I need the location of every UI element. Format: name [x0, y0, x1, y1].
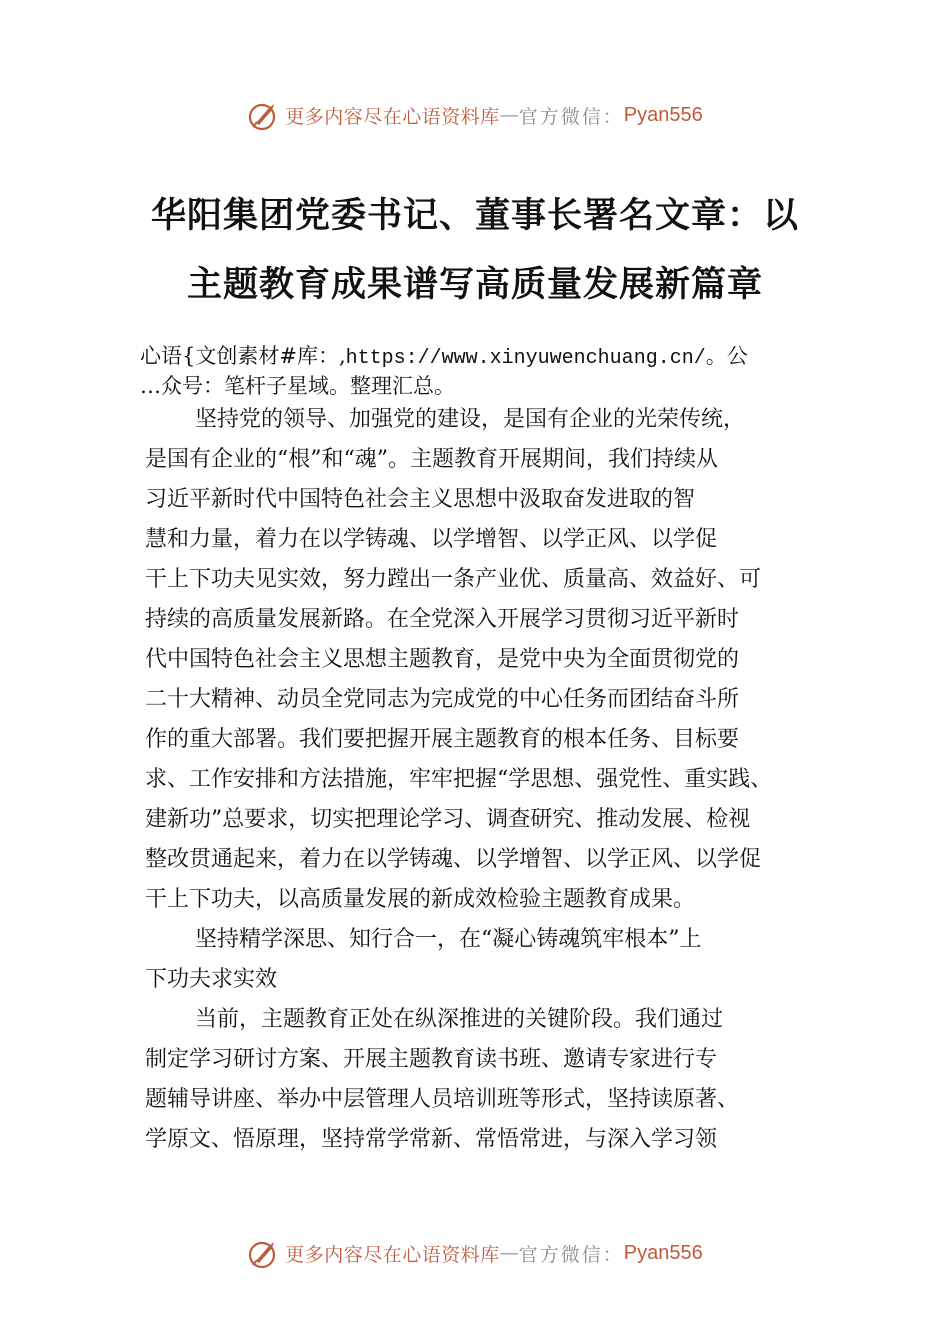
body-line: 持续的高质量发展新路。在全党深入开展学习贯彻习近平新时	[145, 607, 740, 632]
body-line: 求、工作安排和方法措施，牢牢把握“学思想、强党性、重实践、	[145, 767, 773, 792]
watermark-text: 更多内容尽在心语资料库	[285, 105, 500, 128]
watermark-wechat-label: 官方微信：	[518, 1243, 624, 1266]
watermark-banner-top	[0, 95, 950, 135]
watermark-wechat-id: Pyan556	[623, 103, 703, 126]
body-line: 坚持党的领导、加强党的建设，是国有企业的光荣传统，	[195, 407, 746, 432]
body-line: 慧和力量，着力在以学铸魂、以学增智、以学正风、以学促	[145, 527, 718, 552]
section-heading-line: 坚持精学深思、知行合一，在“凝心铸魂筑牢根本”上	[195, 927, 702, 952]
watermark-wechat-id: Pyan556	[623, 1241, 703, 1264]
section-heading-line: 下功夫求实效	[145, 967, 278, 992]
body-line: 干上下功夫，以高质量发展的新成效检验主题教育成果。	[145, 887, 696, 912]
body-line: 制定学习研讨方案、开展主题教育读书班、邀请专家进行专	[145, 1047, 718, 1072]
body-line: 代中国特色社会主义思想主题教育，是党中央为全面贯彻党的	[145, 647, 740, 672]
document-title-line-1: 华阳集团党委书记、董事长署名文章：以	[150, 195, 799, 236]
article-body	[145, 400, 835, 1160]
source-prefix: 心语{文创素材#库：,	[140, 344, 346, 368]
body-line: 二十大精神、动员全党同志为完成党的中心任务而团结奋斗所	[145, 687, 740, 712]
body-line: 作的重大部署。我们要把握开展主题教育的根本任务、目标要	[145, 727, 740, 752]
source-note-line-1	[140, 340, 820, 370]
watermark-text: 更多内容尽在心语资料库	[285, 1243, 500, 1266]
body-line: 建新功”总要求，切实把理论学习、调查研究、推动发展、检视	[145, 807, 751, 832]
watermark-dash: —	[499, 104, 519, 126]
body-line: 整改贯通起来，着力在以学铸魂、以学增智、以学正风、以学促	[145, 847, 762, 872]
body-line: 习近平新时代中国特色社会主义思想中汲取奋发进取的智	[145, 487, 696, 512]
body-line: 题辅导讲座、举办中层管理人员培训班等形式，坚持读原著、	[145, 1087, 740, 1112]
source-suffix: 。公	[705, 344, 748, 368]
source-url: https://www.xinyuwenchuang.cn/	[345, 347, 706, 370]
watermark-dash: —	[499, 1242, 519, 1264]
body-line: 当前，主题教育正处在纵深推进的关键阶段。我们通过	[195, 1007, 724, 1032]
quill-pen-logo-icon	[247, 1236, 281, 1270]
body-line: 学原文、悟原理，坚持常学常新、常悟常进，与深入学习领	[145, 1127, 718, 1152]
watermark-wechat-label: 官方微信：	[518, 105, 624, 128]
quill-pen-logo-icon	[247, 98, 281, 132]
source-note-line-2: …众号：笔杆子星域。整理汇总。	[140, 374, 455, 398]
watermark-banner-bottom	[0, 1233, 950, 1273]
document-title-line-2: 主题教育成果谱写高质量发展新篇章	[186, 264, 763, 305]
body-line: 是国有企业的“根”和“魂”。主题教育开展期间，我们持续从	[145, 447, 718, 472]
body-line: 干上下功夫见实效，努力蹚出一条产业优、质量高、效益好、可	[145, 567, 762, 592]
